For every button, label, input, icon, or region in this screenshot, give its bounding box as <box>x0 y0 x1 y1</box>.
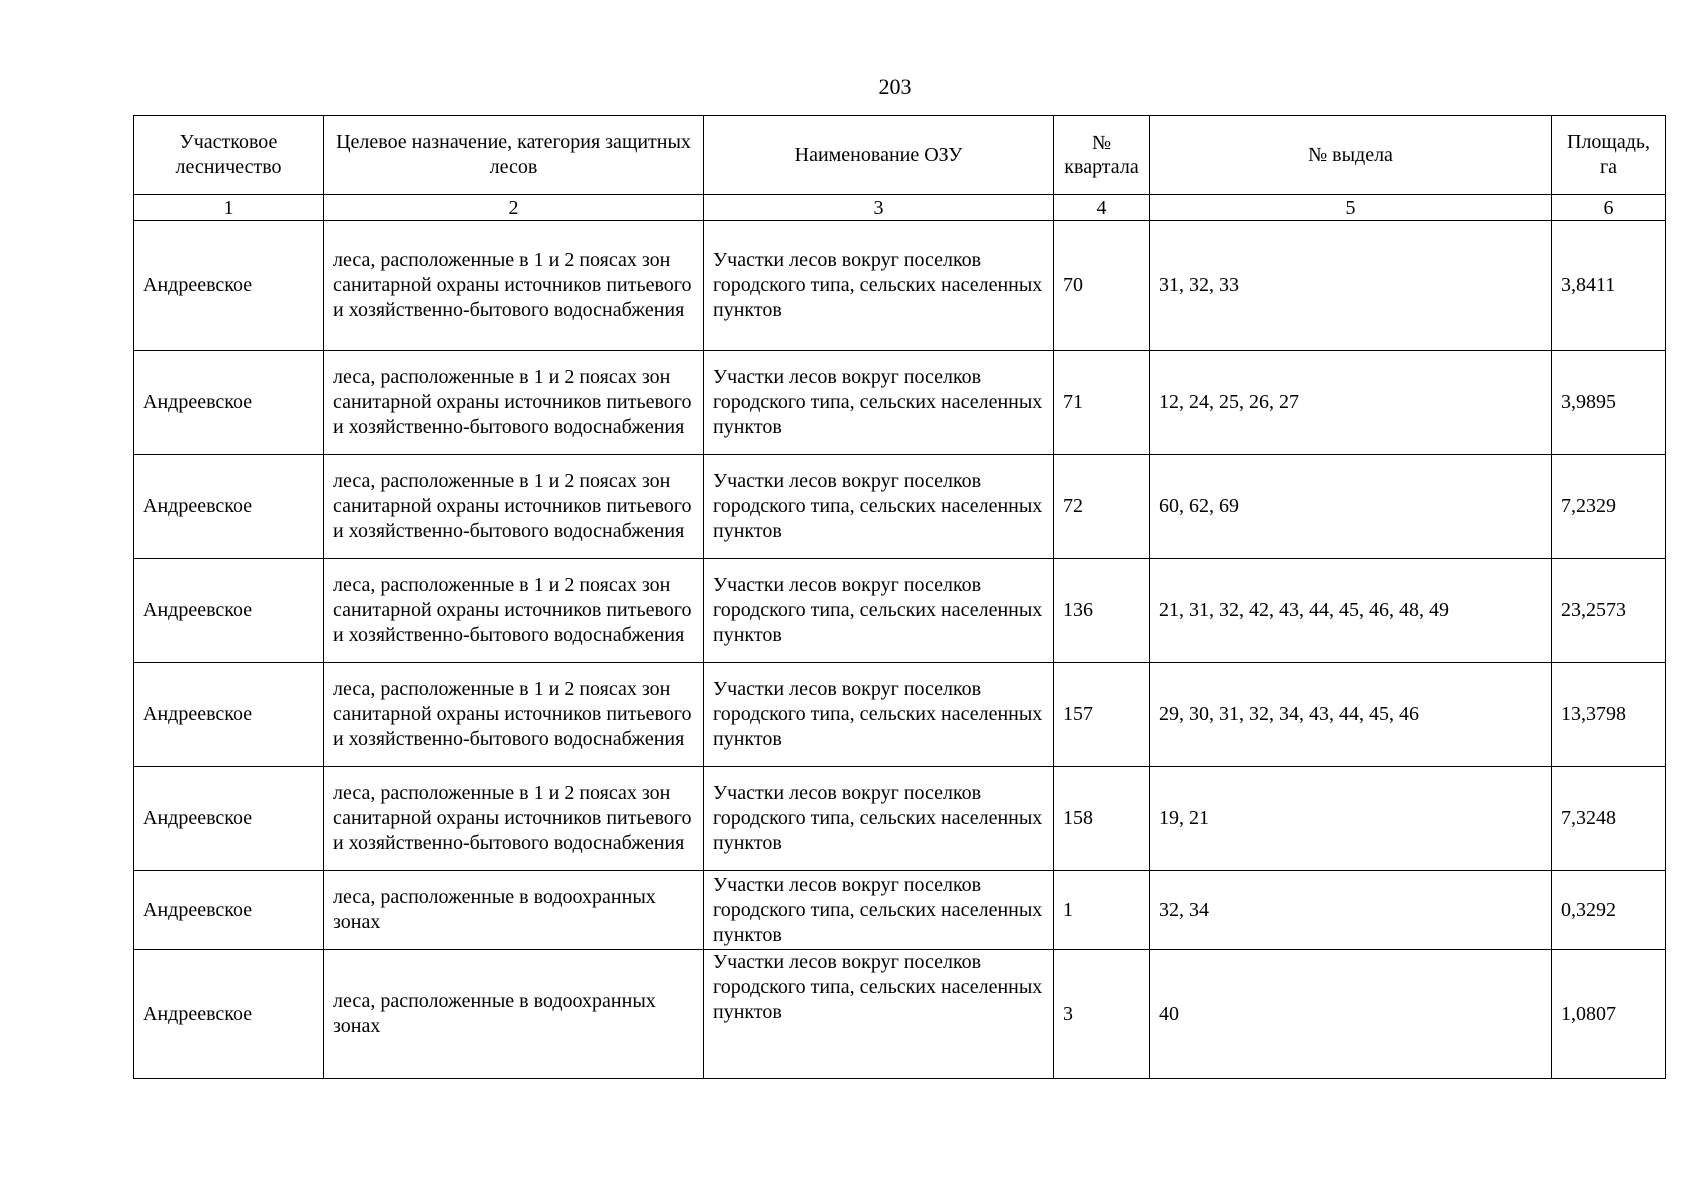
cell-quarter: 136 <box>1054 559 1150 663</box>
column-number: 1 <box>134 195 324 221</box>
column-number: 3 <box>704 195 1054 221</box>
cell-quarter: 70 <box>1054 221 1150 351</box>
cell-plots: 32, 34 <box>1150 871 1552 950</box>
cell-area: 7,2329 <box>1552 455 1666 559</box>
column-number: 5 <box>1150 195 1552 221</box>
cell-plots: 21, 31, 32, 42, 43, 44, 45, 46, 48, 49 <box>1150 559 1552 663</box>
cell-area: 1,0807 <box>1552 950 1666 1079</box>
cell-purpose: леса, расположенные в водоохранных зонах <box>324 871 704 950</box>
cell-ozu-name: Участки лесов вокруг поселков городского типа, сельских населенных пунктов <box>704 221 1054 351</box>
header-plots: № выдела <box>1150 116 1552 195</box>
cell-area: 13,3798 <box>1552 663 1666 767</box>
cell-purpose: леса, расположенные в 1 и 2 поясах зон санитарной охраны источников питьевого и хозяйственно-бытового водоснабжения <box>324 559 704 663</box>
cell-plots: 40 <box>1150 950 1552 1079</box>
cell-purpose: леса, расположенные в 1 и 2 поясах зон санитарной охраны источников питьевого и хозяйственно-бытового водоснабжения <box>324 455 704 559</box>
cell-purpose: леса, расположенные в 1 и 2 поясах зон санитарной охраны источников питьевого и хозяйственно-бытового водоснабжения <box>324 663 704 767</box>
table-row <box>134 455 1666 559</box>
table-row <box>134 351 1666 455</box>
cell-area: 0,3292 <box>1552 871 1666 950</box>
column-number: 4 <box>1054 195 1150 221</box>
cell-forestry: Андреевское <box>134 559 324 663</box>
page-number: 203 <box>878 74 912 99</box>
table-row <box>134 559 1666 663</box>
cell-purpose: леса, расположенные в 1 и 2 поясах зон санитарной охраны источников питьевого и хозяйственно-бытового водоснабжения <box>324 767 704 871</box>
header-row <box>134 116 1666 195</box>
table-row <box>134 767 1666 871</box>
header-ozu-name: Наименование ОЗУ <box>704 116 1054 195</box>
cell-forestry: Андреевское <box>134 221 324 351</box>
cell-forestry: Андреевское <box>134 871 324 950</box>
column-number-row <box>134 195 1666 221</box>
cell-forestry: Андреевское <box>134 950 324 1079</box>
cell-plots: 12, 24, 25, 26, 27 <box>1150 351 1552 455</box>
cell-quarter: 3 <box>1054 950 1150 1079</box>
cell-quarter: 72 <box>1054 455 1150 559</box>
cell-ozu-name: Участки лесов вокруг поселков городского типа, сельских населенных пунктов <box>704 663 1054 767</box>
header-area: Площадь, га <box>1552 116 1666 195</box>
cell-quarter: 157 <box>1054 663 1150 767</box>
header-forestry: Участковое лесничество <box>134 116 324 195</box>
cell-ozu-name: Участки лесов вокруг поселков городского типа, сельских населенных пунктов <box>704 559 1054 663</box>
cell-forestry: Андреевское <box>134 767 324 871</box>
cell-area: 3,8411 <box>1552 221 1666 351</box>
cell-purpose: леса, расположенные в водоохранных зонах <box>324 950 704 1079</box>
table-row <box>134 950 1666 1079</box>
header-purpose: Целевое назначение, категория защитных лесов <box>324 116 704 195</box>
cell-quarter: 1 <box>1054 871 1150 950</box>
table-row <box>134 663 1666 767</box>
cell-plots: 60, 62, 69 <box>1150 455 1552 559</box>
cell-ozu-name: Участки лесов вокруг поселков городского типа, сельских населенных пунктов <box>704 871 1054 950</box>
cell-area: 3,9895 <box>1552 351 1666 455</box>
cell-area: 23,2573 <box>1552 559 1666 663</box>
cell-ozu-name: Участки лесов вокруг поселков городского типа, сельских населенных пунктов <box>704 351 1054 455</box>
table-row <box>134 871 1666 950</box>
cell-ozu-name: Участки лесов вокруг поселков городского типа, сельских населенных пунктов <box>704 950 1054 1079</box>
cell-forestry: Андреевское <box>134 455 324 559</box>
cell-plots: 31, 32, 33 <box>1150 221 1552 351</box>
protected-forest-table <box>133 115 1666 1079</box>
header-quarter: № квартала <box>1054 116 1150 195</box>
cell-forestry: Андреевское <box>134 351 324 455</box>
cell-area: 7,3248 <box>1552 767 1666 871</box>
cell-ozu-name: Участки лесов вокруг поселков городского типа, сельских населенных пунктов <box>704 455 1054 559</box>
column-number: 2 <box>324 195 704 221</box>
cell-plots: 29, 30, 31, 32, 34, 43, 44, 45, 46 <box>1150 663 1552 767</box>
column-number: 6 <box>1552 195 1666 221</box>
cell-purpose: леса, расположенные в 1 и 2 поясах зон санитарной охраны источников питьевого и хозяйственно-бытового водоснабжения <box>324 221 704 351</box>
cell-quarter: 71 <box>1054 351 1150 455</box>
table-row <box>134 221 1666 351</box>
cell-purpose: леса, расположенные в 1 и 2 поясах зон санитарной охраны источников питьевого и хозяйственно-бытового водоснабжения <box>324 351 704 455</box>
cell-plots: 19, 21 <box>1150 767 1552 871</box>
cell-ozu-name: Участки лесов вокруг поселков городского типа, сельских населенных пунктов <box>704 767 1054 871</box>
cell-forestry: Андреевское <box>134 663 324 767</box>
cell-quarter: 158 <box>1054 767 1150 871</box>
